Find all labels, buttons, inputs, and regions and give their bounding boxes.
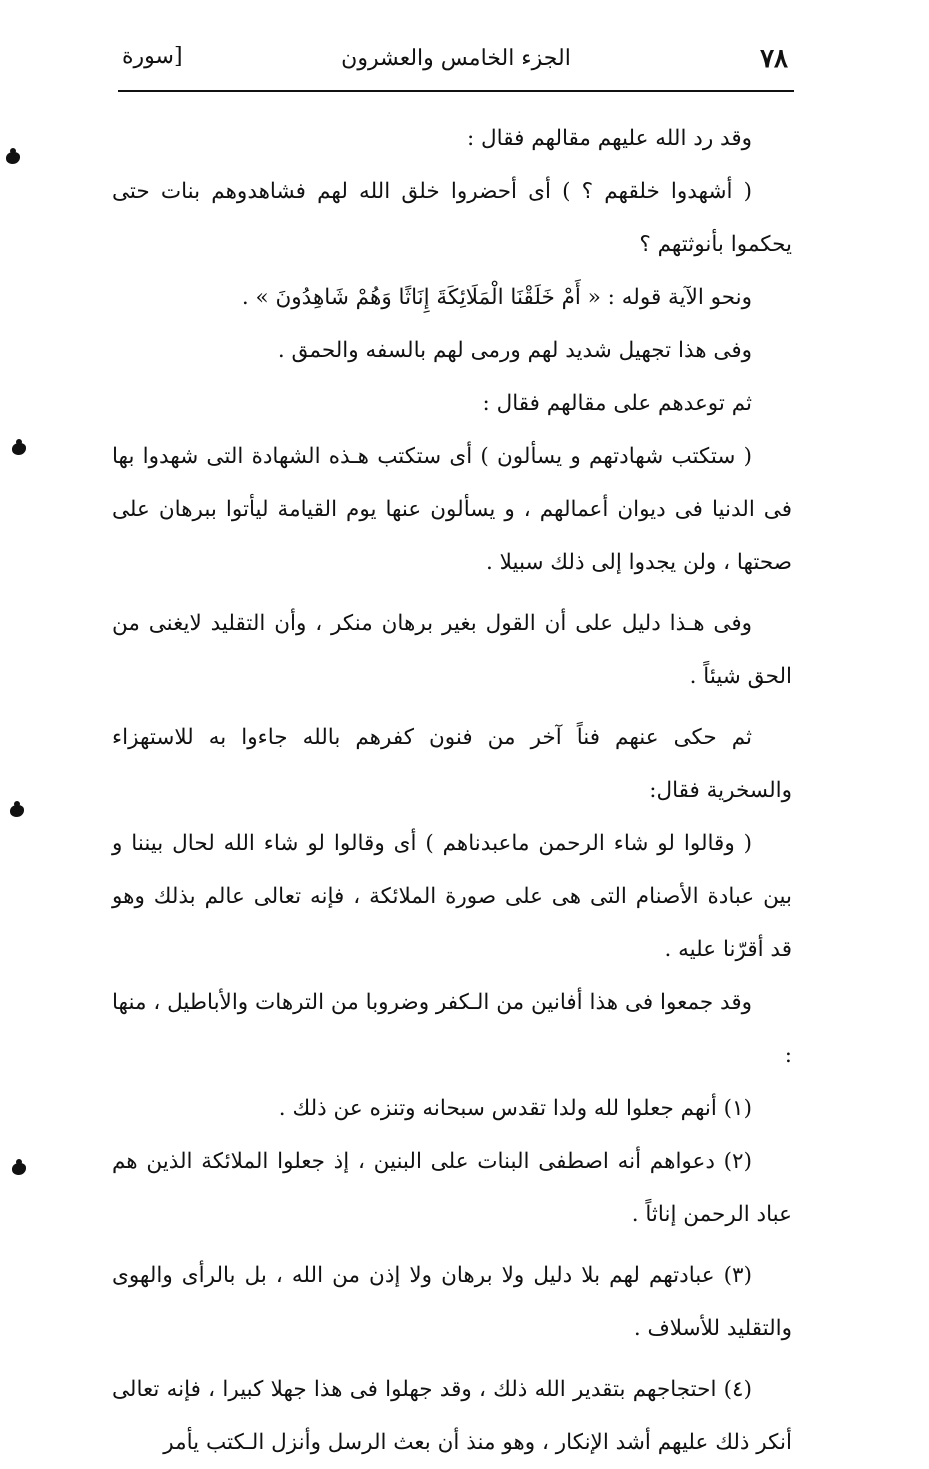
- paragraph: ( وقالوا لو شاء الرحمن ماعبدناهم ) أى وقالوا لو شاء الله لحال بيننا و بين عبادة الأصنام التى هى على صورة الملائكة ، فإنه تعالى عالم بذلك وهو قد أقرّنا عليه .: [112, 831, 792, 962]
- paragraph: ( ستكتب شهادتهم و يسألون ) أى ستكتب هـذه الشهادة التى شهدوا بها فى الدنيا فى ديوان أعمالهم ، و يسألون عنها يوم القيامة ليأتوا ببرهان على صحتها ، ولن يجدوا إلى ذلك سبيلا .: [112, 444, 792, 575]
- page-number: ٧٨: [760, 44, 788, 74]
- margin-mark: [6, 152, 20, 164]
- page-body: [112, 112, 792, 1469]
- page-header: [118, 38, 794, 90]
- margin-mark: [12, 1163, 26, 1175]
- list-item: (٣) عبادتهم لهم بلا دليل ولا برهان ولا إذن من الله ، بل بالرأى والهوى والتقليد للأسلاف .: [112, 1263, 792, 1341]
- running-title: الجزء الخامس والعشرون: [341, 46, 571, 71]
- paragraph: ثم حكى عنهم فناً آخر من فنون كفرهم بالله جاءوا به للاستهزاء والسخرية فقال:: [112, 725, 792, 803]
- list-item: (٤) احتجاجهم بتقدير الله ذلك ، وقد جهلوا فى هذا جهلا كبيرا ، فإنه تعالى أنكر ذلك عليهم أشد الإنكار ، وهو منذ أن بعث الرسل وأنزل الـكتب يأمر: [112, 1377, 792, 1455]
- paragraph: وفى هذا تجهيل شديد لهم ورمى لهم بالسفه والحمق .: [277, 338, 752, 363]
- paragraph: ثم توعدهم على مقالهم فقال :: [482, 391, 752, 416]
- list-item: (١) أنهم جعلوا لله ولدا تقدس سبحانه وتنزه عن ذلك .: [278, 1096, 752, 1121]
- paragraph: وقد جمعوا فى هذا أفانين من الـكفر وضروبا من الترهات والأباطيل ، منها :: [112, 990, 792, 1068]
- surah-label: [سورة: [122, 44, 183, 69]
- margin-mark: [10, 805, 24, 817]
- header-rule: [118, 90, 794, 92]
- paragraph: وفى هـذا دليل على أن القول بغير برهان منكر ، وأن التقليد لايغنى من الحق شيئاً .: [112, 611, 792, 689]
- paragraph: وقد رد الله عليهم مقالهم فقال :: [466, 126, 752, 151]
- margin-mark: [12, 443, 26, 455]
- list-item: (٢) دعواهم أنه اصطفى البنات على البنين ، إذ جعلوا الملائكة الذين هم عباد الرحمن إناثاً .: [112, 1149, 792, 1227]
- paragraph: ونحو الآية قوله : « أَمْ خَلَقْنَا الْمَلَائِكَةَ إِنَاثًا وَهُمْ شَاهِدُونَ » .: [241, 285, 752, 310]
- paragraph: ( أشهدوا خلقهم ؟ ) أى أحضروا خلق الله لهم فشاهدوهم بنات حتى يحكموا بأنوثتهم ؟: [112, 179, 792, 257]
